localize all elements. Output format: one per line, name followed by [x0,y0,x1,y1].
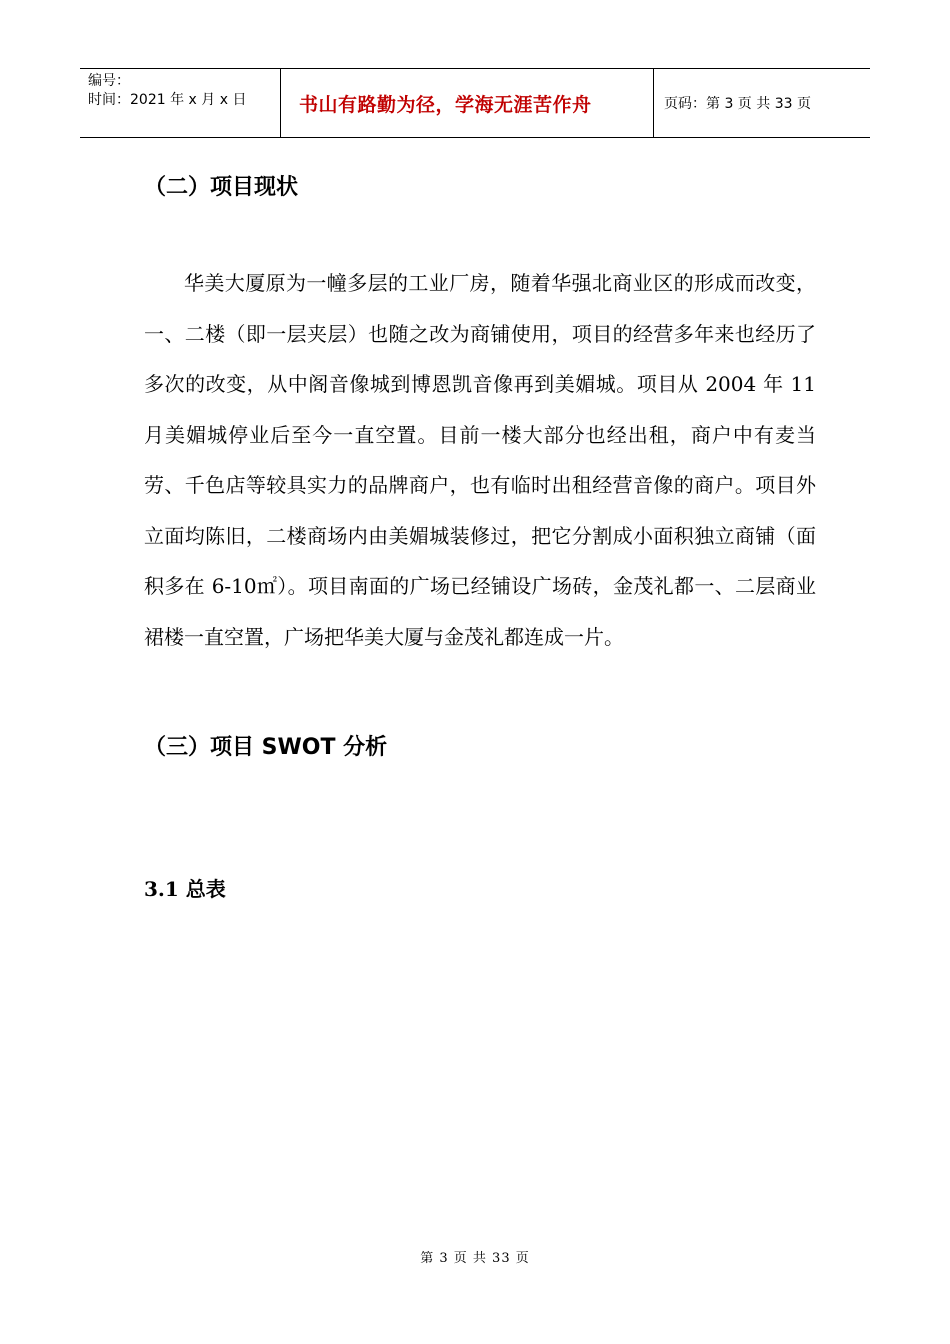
header-time-label: 时间：2021 年 x 月 x 日 [88,92,247,108]
header-number-label: 编号： [88,73,130,89]
header-meta-cell [80,69,281,137]
header-page-info: 页码：第 3 页 共 33 页 [664,96,811,112]
section-body-status: 华美大厦原为一幢多层的工业厂房，随着华强北商业区的形成而改变，一、二楼（即一层夹层）也随之改为商铺使用，项目的经营多年来也经历了多次的改变，从中阁音像城到博恩凯音像再到美媚城。项目从 2004 年 11 月美媚城停业后至今一直空置。目前一楼大部分也经出租，商户中有麦当劳、千色店等较具实力的品牌商户，也有临时出租经营音像的商户。项目外立面均陈旧，二楼商场内由美媚城装修过，把它分割成小面积独立商铺（面积多在 6-10㎡）。项目南面的广场已经铺设广场砖，金茂礼都一、二层商业裙楼一直空置，广场把华美大厦与金茂礼都连成一片。 [144,271,816,649]
header-motto: 书山有路勤为径，学海无涯苦作舟 [281,69,654,137]
section-heading-swot: （三）项目 SWOT 分析 [144,735,388,760]
document-header [80,68,870,138]
section-heading-status: （二）项目现状 [144,175,299,200]
subsection-heading-summary: 3.1 总表 [144,877,226,901]
page-footer: 第 3 页 共 33 页 [420,1251,530,1266]
